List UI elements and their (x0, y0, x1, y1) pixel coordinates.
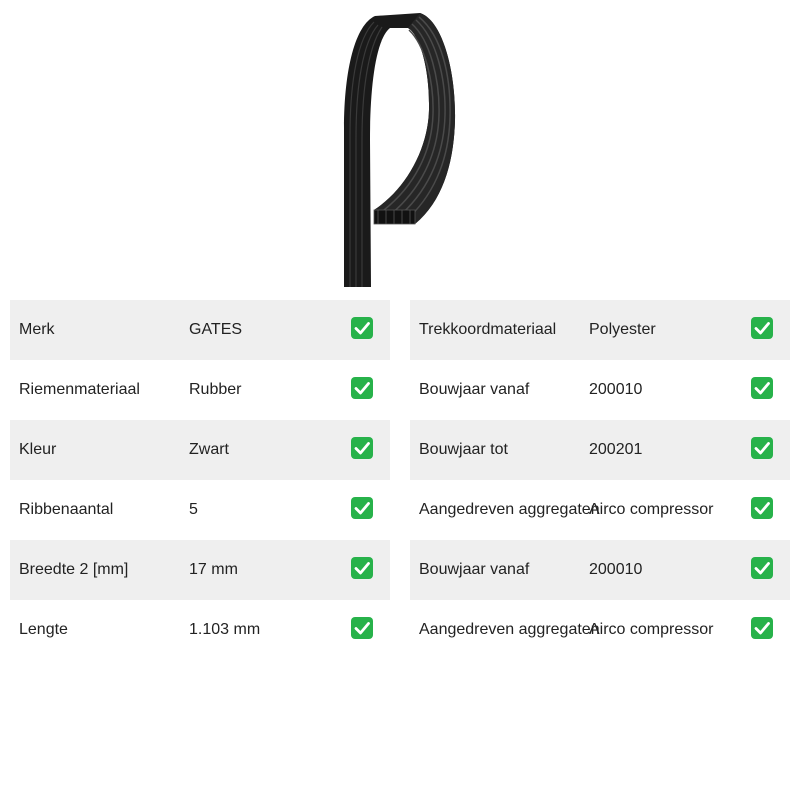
spec-value: Airco compressor (589, 621, 714, 638)
product-image (330, 10, 470, 290)
spec-table-left (10, 300, 390, 660)
check-mark-icon (350, 376, 374, 400)
spec-row (410, 480, 790, 540)
spec-label: Kleur (19, 441, 57, 458)
v-ribbed-belt-icon (330, 10, 470, 290)
check-mark-icon (750, 556, 774, 580)
check-mark-icon (350, 616, 374, 640)
spec-label: Ribbenaantal (19, 501, 114, 518)
spec-value: Airco compressor (589, 501, 714, 518)
spec-row (10, 600, 390, 660)
spec-label: Bouwjaar tot (419, 441, 508, 458)
spec-row (10, 420, 390, 480)
spec-value: GATES (189, 321, 243, 338)
spec-value: 200010 (589, 561, 643, 578)
spec-row (410, 540, 790, 600)
check-mark-icon (750, 496, 774, 520)
spec-label: Aangedreven aggregaten (419, 621, 600, 638)
spec-row (410, 600, 790, 660)
spec-value: 200010 (589, 381, 643, 398)
check-mark-icon (350, 436, 374, 460)
check-mark-icon (750, 376, 774, 400)
check-mark-icon (750, 436, 774, 460)
spec-row (410, 360, 790, 420)
spec-value: 200201 (589, 441, 643, 458)
spec-value: Polyester (589, 321, 656, 338)
spec-row (10, 360, 390, 420)
spec-value: 1.103 mm (189, 621, 261, 638)
spec-row (10, 300, 390, 360)
spec-row (10, 480, 390, 540)
spec-row (10, 540, 390, 600)
spec-row (410, 420, 790, 480)
spec-value: Zwart (189, 441, 229, 458)
check-mark-icon (350, 556, 374, 580)
spec-label: Lengte (19, 621, 68, 638)
spec-label: Bouwjaar vanaf (419, 561, 530, 578)
spec-label: Merk (19, 321, 55, 338)
spec-value: 5 (189, 501, 198, 518)
spec-label: Riemenmateriaal (19, 381, 140, 398)
spec-label: Aangedreven aggregaten (419, 501, 600, 518)
check-mark-icon (750, 616, 774, 640)
check-mark-icon (750, 316, 774, 340)
spec-label: Breedte 2 [mm] (19, 561, 129, 578)
check-mark-icon (350, 496, 374, 520)
spec-label: Bouwjaar vanaf (419, 381, 530, 398)
check-mark-icon (350, 316, 374, 340)
spec-value: Rubber (189, 381, 242, 398)
spec-value: 17 mm (189, 561, 238, 578)
spec-label: Trekkoordmateriaal (419, 321, 557, 338)
spec-row (410, 300, 790, 360)
spec-table-right (410, 300, 790, 660)
